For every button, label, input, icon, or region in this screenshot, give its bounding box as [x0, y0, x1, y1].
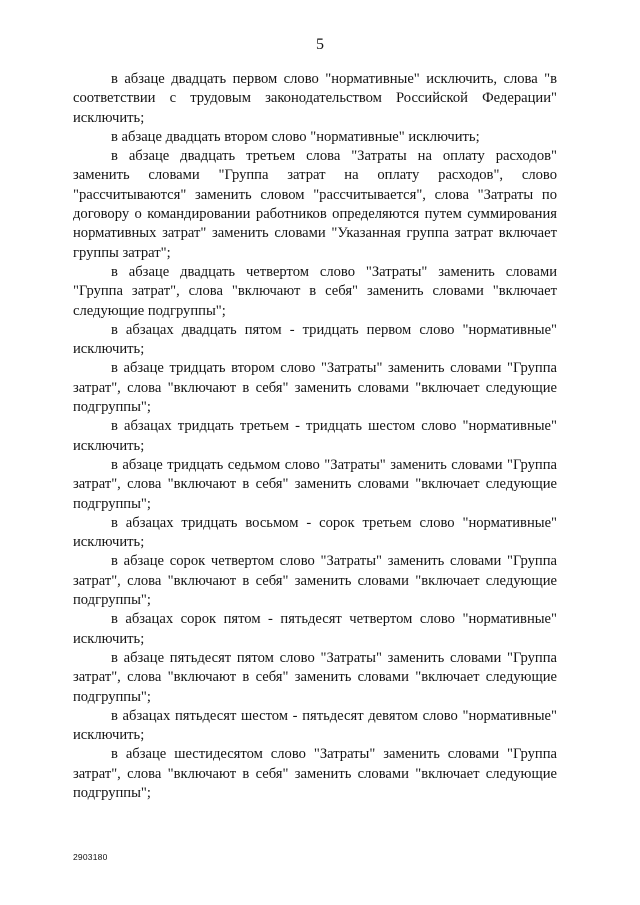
document-body: [73, 70, 557, 803]
paragraph-22: в абзаце двадцать втором слово "нормативные" исключить;: [111, 128, 480, 145]
paragraph-21: в абзаце двадцать первом слово "нормативные" исключить, слова "в соответствии с трудовым законодательством Российской Федерации" исключить;: [73, 71, 557, 126]
paragraph-25-31: в абзацах двадцать пятом - тридцать первом слово "нормативные" исключить;: [73, 321, 557, 358]
paragraph-55: в абзаце пятьдесят пятом слово "Затраты" заменить словами "Группа затрат", слова "включают в себя" заменить словами "включает следующие подгруппы";: [73, 649, 557, 705]
paragraph-56-59: в абзацах пятьдесят шестом - пятьдесят девятом слово "нормативные" исключить;: [73, 707, 557, 744]
paragraph-37: в абзаце тридцать седьмом слово "Затраты" заменить словами "Группа затрат", слова "включают в себя" заменить словами "включает следующие подгруппы";: [73, 456, 557, 512]
paragraph-38-43: в абзацах тридцать восьмом - сорок третьем слово "нормативные" исключить;: [73, 514, 557, 551]
paragraph-60: в абзаце шестидесятом слово "Затраты" заменить словами "Группа затрат", слова "включают в себя" заменить словами "включает следующие подгруппы";: [73, 746, 557, 801]
paragraph-24: в абзаце двадцать четвертом слово "Затраты" заменить словами "Группа затрат", слова "включают в себя" заменить словами "включает следующие подгруппы";: [73, 263, 557, 319]
page-number: 5: [316, 36, 324, 53]
paragraph-33-36: в абзацах тридцать третьем - тридцать шестом слово "нормативные" исключить;: [73, 418, 557, 454]
paragraph-44: в абзаце сорок четвертом слово "Затраты" заменить словами "Группа затрат", слова "включают в себя" заменить словами "включает следующие подгруппы";: [73, 553, 557, 609]
document-code: 2903180: [73, 852, 108, 862]
paragraph-45-54: в абзацах сорок пятом - пятьдесят четвертом слово "нормативные" исключить;: [73, 611, 557, 647]
paragraph-32: в абзаце тридцать втором слово "Затраты" заменить словами "Группа затрат", слова "включают в себя" заменить словами "включает следующие подгруппы";: [73, 360, 557, 416]
paragraph-23: в абзаце двадцать третьем слова "Затраты на оплату расходов" заменить словами "Группа затрат на оплату расходов", слово "рассчитываются" заменить словом "рассчитывается", слова "Затраты по договору о командировании работников определяются путем суммирования нормативных затрат" заменить словами "Указанная группа затрат включает группы затрат";: [73, 148, 557, 261]
